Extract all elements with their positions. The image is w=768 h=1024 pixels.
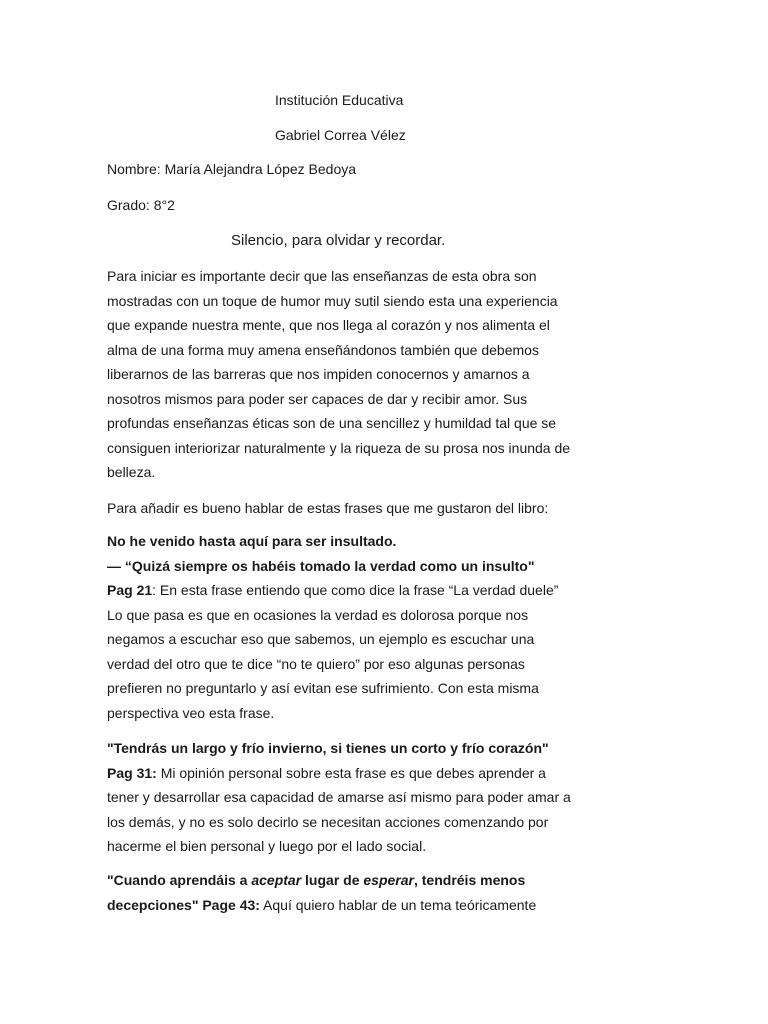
quote3-part1: "Cuando aprendáis a — [107, 872, 252, 888]
quote3-line2-text: Aquí quiero hablar de un tema teóricamente — [259, 896, 537, 913]
quote1-page-label: Pag 21 — [107, 582, 153, 598]
quote1-line: verdad del otro que te dice “no te quiero” por eso algunas personas — [107, 655, 525, 672]
intro-paragraph — [107, 264, 577, 485]
intro-line: liberarnos de las barreras que nos impiden conocernos y amarnos a — [107, 366, 530, 382]
intro-line: nosotros mismos para poder ser capaces de dar y recibir amor. Sus — [107, 390, 528, 407]
quote2-line: los demás, y no es solo decirlo se necesitan acciones comenzando por — [107, 813, 549, 830]
quote3-italic1: aceptar — [251, 872, 302, 888]
quote3-italic2: esperar — [363, 872, 414, 888]
student-grade: Grado: 8°2 — [107, 197, 175, 213]
quote1-line2: — “Quizá siempre os habéis tomado la verdad como un insulto" — [107, 557, 535, 574]
intro-line: alma de una forma muy amena enseñándonos también que debemos — [107, 341, 539, 358]
quote1-line: perspectiva veo esta frase. — [107, 704, 275, 721]
quote2-paragraph — [107, 736, 577, 859]
intro-line: profundas enseñanzas éticas son de una sencillez y humildad tal que se — [107, 415, 557, 431]
quote1-line: negamos a escuchar eso que sabemos, un ejemplo es escuchar una — [107, 631, 535, 647]
quote1-first-text: : En esta frase entiendo que como dice la frase “La verdad duele” — [152, 582, 559, 598]
quote3-part3: , tendréis menos — [413, 872, 526, 888]
student-name: Nombre: María Alejandra López Bedoya — [107, 161, 357, 177]
quote1-paragraph — [107, 529, 577, 725]
institution-name: Gabriel Correa Vélez — [275, 127, 406, 143]
transition-paragraph — [107, 496, 577, 521]
intro-line: consiguen interiorizar naturalmente y la riqueza de su prosa nos inunda de — [107, 439, 571, 456]
quote2-first-text: Mi opinión personal sobre esta frase es que debes aprender a — [156, 764, 546, 781]
intro-line: mostradas con un toque de humor muy sutil siendo esta una experiencia — [107, 292, 558, 309]
quote3-paragraph — [107, 868, 577, 917]
quote3-page-label: decepciones" Page 43: — [107, 896, 260, 913]
intro-line: belleza. — [107, 464, 156, 480]
quote3-part2: lugar de — [301, 872, 364, 888]
quote1-line: Lo que pasa es que en ocasiones la verdad es dolorosa porque nos — [107, 606, 529, 623]
quote2-line: tener y desarrollar esa capacidad de amarse así mismo para poder amar a — [107, 789, 571, 805]
transition-line: Para añadir es bueno hablar de estas frases que me gustaron del libro: — [107, 500, 549, 516]
quote2-quote: "Tendrás un largo y frío invierno, si tienes un corto y frío corazón" — [107, 740, 549, 756]
intro-line: Para iniciar es importante decir que las enseñanzas de esta obra son — [107, 268, 537, 284]
essay-title: Silencio, para olvidar y recordar. — [231, 232, 446, 249]
quote2-page-label: Pag 31: — [107, 764, 157, 781]
intro-line: que expande nuestra mente, que nos llega al corazón y nos alimenta el — [107, 317, 550, 333]
quote1-line1: No he venido hasta aquí para ser insultado. — [107, 533, 397, 549]
institution-label: Institución Educativa — [275, 92, 404, 108]
quote1-line: prefieren no preguntarlo y así evitan ese sufrimiento. Con esta misma — [107, 680, 539, 696]
quote2-line: hacerme el bien personal y luego por el lado social. — [107, 838, 427, 854]
